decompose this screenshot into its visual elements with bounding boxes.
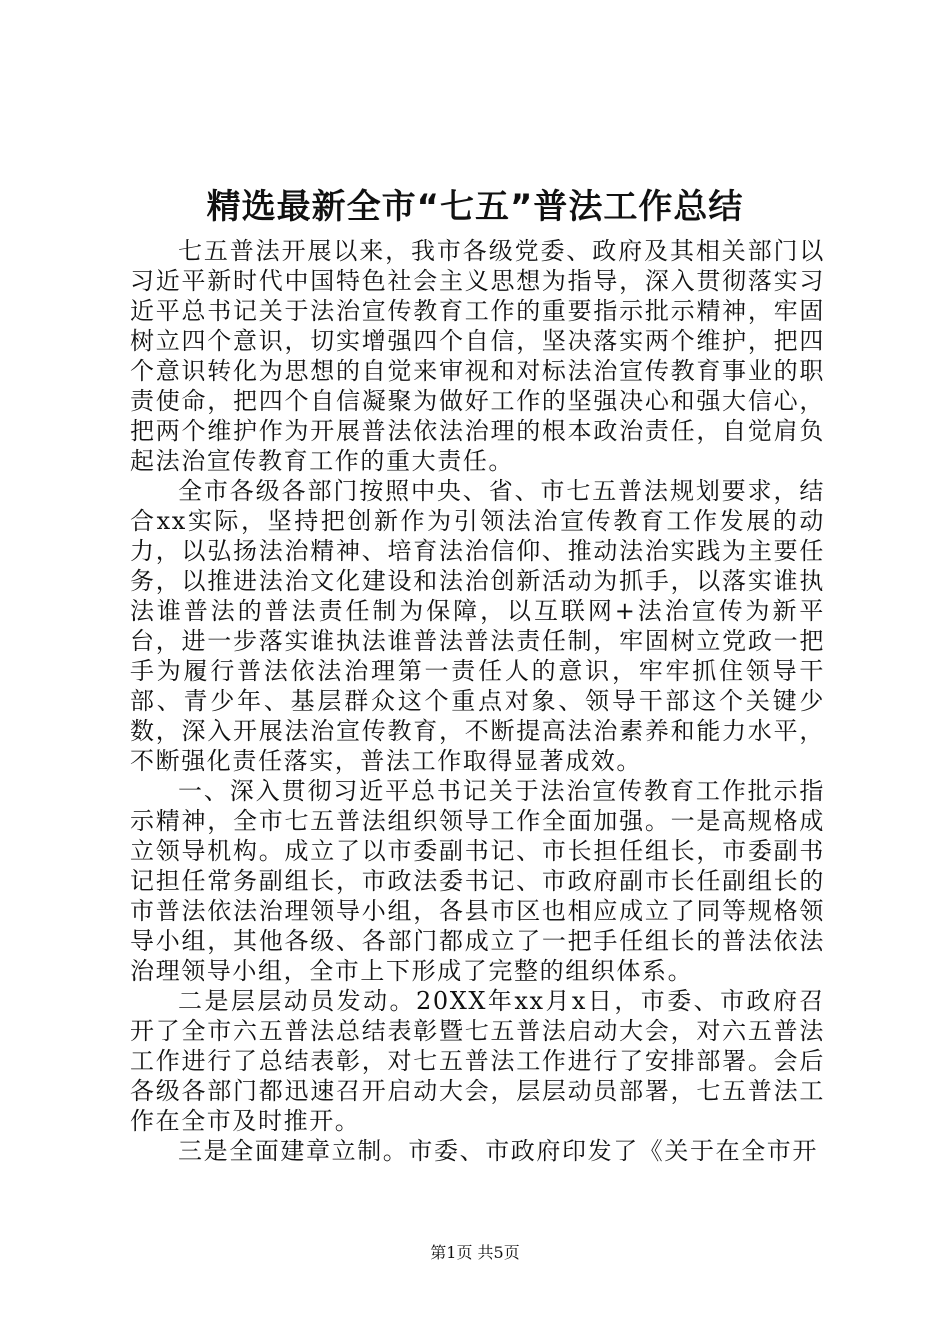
paragraph-intro: 七五普法开展以来，我市各级党委、政府及其相关部门以习近平新时代中国特色社会主义思想为指导，深入贯彻落实习近平总书记关于法治宣传教育工作的重要指示批示精神，牢固树立四个意识，切实增强四个自信，坚决落实两个维护，把四个意识转化为思想的自觉来审视和对标法治宣传教育事业的职责使命，把四个自信凝聚为做好工作的坚强决心和强大信心，把两个维护作为开展普法依法治理的根本政治责任，自觉肩负起法治宣传教育工作的重大责任。 (130, 237, 825, 475)
document-body (130, 236, 825, 1166)
paragraph-regulations: 三是全面建章立制。市委、市政府印发了《关于在全市开 (178, 1137, 818, 1165)
paragraph-overview: 全市各级各部门按照中央、省、市七五普法规划要求，结合xx实际，坚持把创新作为引领法治宣传教育工作发展的动力，以弘扬法治精神、培育法治信仰、推动法治实践为主要任务，以推进法治文化建设和法治创新活动为抓手，以落实谁执法谁普法的普法责任制为保障，以互联网+法治宣传为新平台，进一步落实谁执法谁普法普法责任制，牢固树立党政一把手为履行普法依法治理第一责任人的意识，牢牢抓住领导干部、青少年、基层群众这个重点对象、领导干部这个关键少数，深入开展法治宣传教育，不断提高法治素养和能力水平，不断强化责任落实，普法工作取得显著成效。 (130, 477, 825, 775)
document-title: 精选最新全市“七五”普法工作总结 (206, 187, 744, 227)
paragraph-mobilization: 二是层层动员发动。20XX年xx月x日，市委、市政府召开了全市六五普法总结表彰暨七五普法启动大会，对六五普法工作进行了总结表彰，对七五普法工作进行了安排部署。会后各级各部门都迅速召开启动大会，层层动员部署，七五普法工作在全市及时推开。 (130, 987, 825, 1135)
page-number: 第1页 共5页 (430, 1243, 520, 1262)
paragraph-section-one: 一、深入贯彻习近平总书记关于法治宣传教育工作批示指示精神，全市七五普法组织领导工作全面加强。一是高规格成立领导机构。成立了以市委副书记、市长担任组长，市委副书记担任常务副组长，市政法委书记、市政府副市长任副组长的市普法依法治理领导小组，各县市区也相应成立了同等规格领导小组，其他各级、各部门都成立了一把手任组长的普法依法治理领导小组，全市上下形成了完整的组织体系。 (130, 777, 825, 985)
